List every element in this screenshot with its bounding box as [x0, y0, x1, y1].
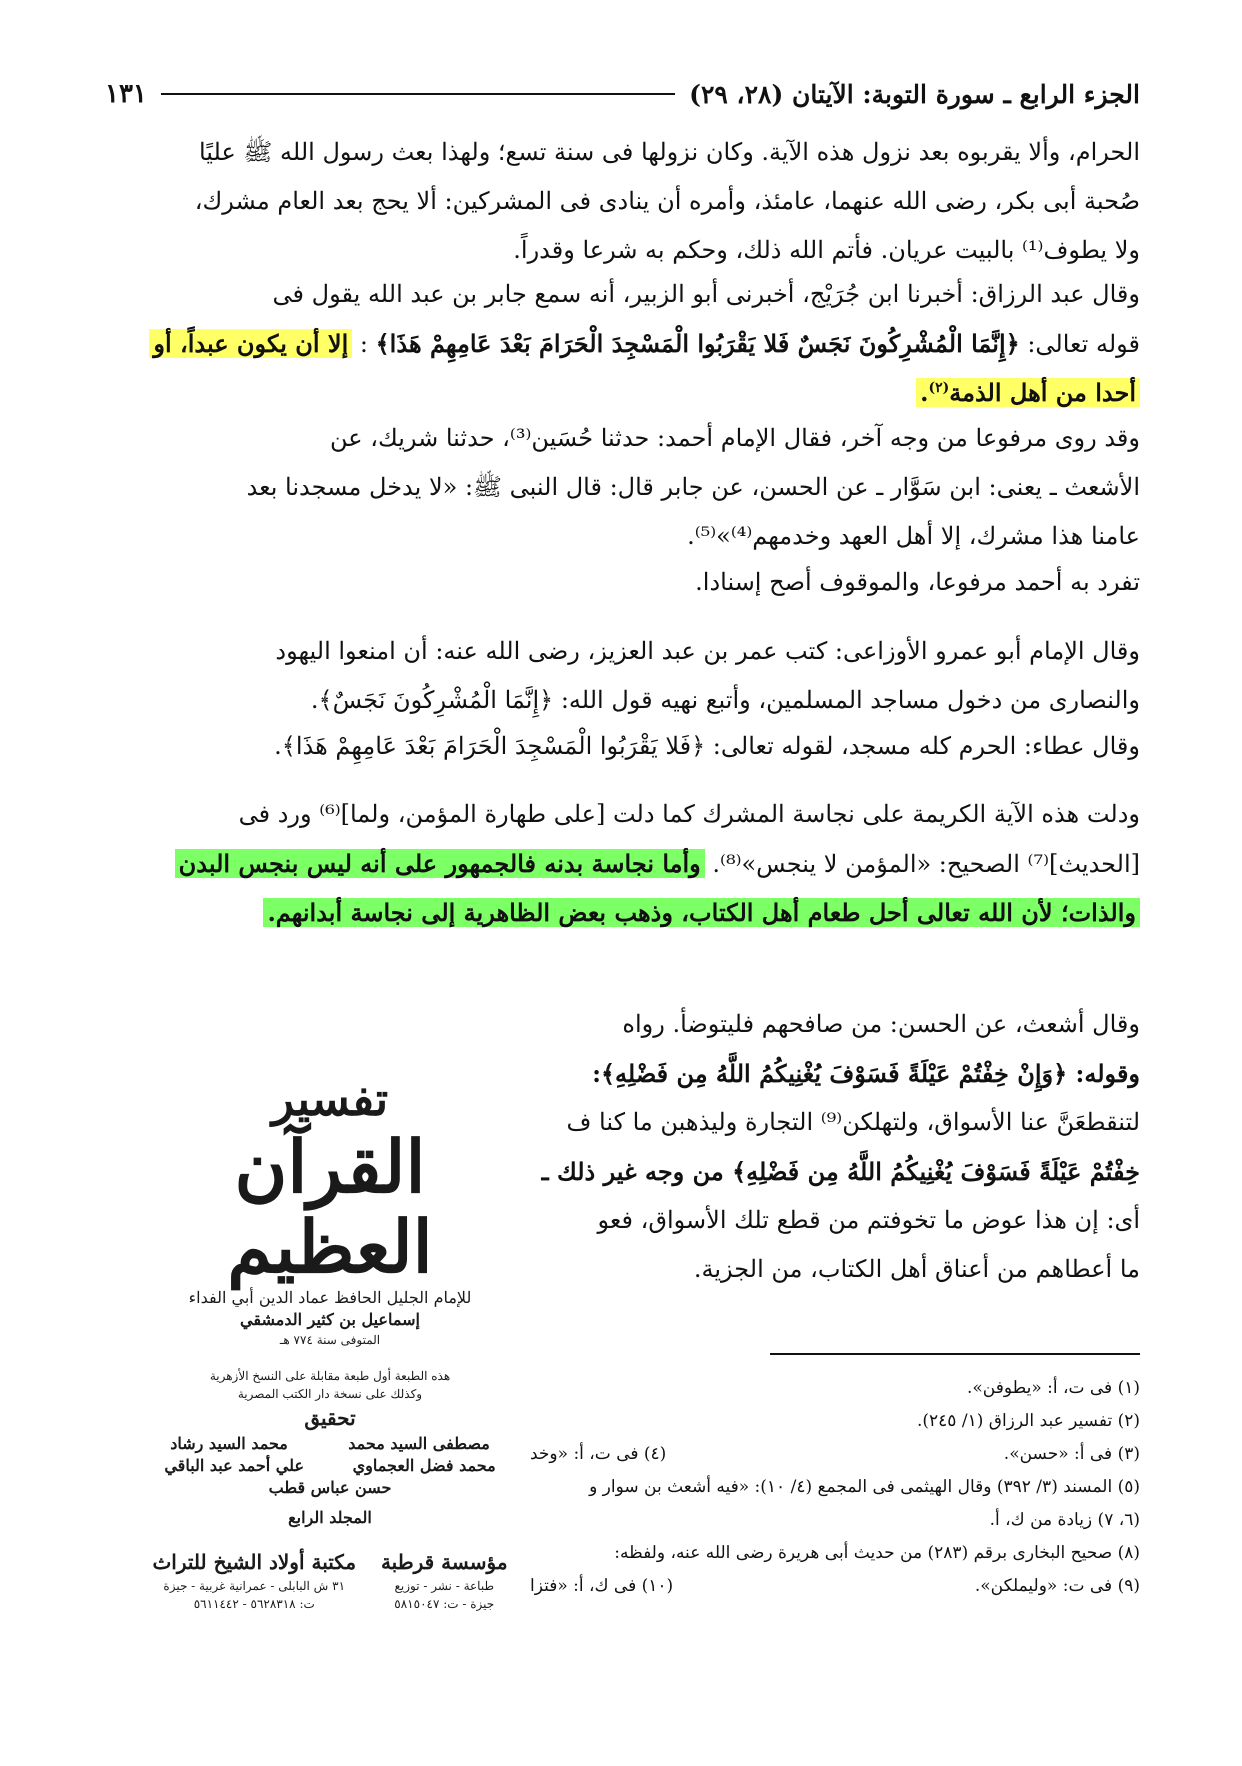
footnote: (١) فى ت، أ: «يطوفن».	[967, 1378, 1140, 1398]
publisher-right-addr: جيزة - ت: ٥٨١٥٠٤٧	[394, 1597, 495, 1611]
text-line: صُحبة أبى بكر، رضى الله عنهما، عامئذ، وأمره أن ينادى فى المشركين: ألا يحج بعد العام مشرك،	[194, 187, 1140, 215]
text-line: الحرام، وألا يقربوه بعد نزول هذه الآية. وكان نزولها فى سنة تسع؛ ولهذا بعث رسول الله ﷺ عليًا	[198, 138, 1140, 166]
paragraph-7	[110, 790, 1140, 937]
cover-title-top: تفسير	[271, 1072, 389, 1126]
text-fragment: [الحديث]⁽⁷⁾ الصحيح: «المؤمن لا ينجس»⁽⁸⁾.	[712, 850, 1140, 878]
paragraph-6	[110, 722, 1140, 771]
footnote: (١٠) فى ك، أ: «فتزا	[530, 1576, 674, 1596]
text-fragment: :	[359, 330, 368, 358]
footnote-ref: (٢)	[928, 380, 950, 396]
header-rule	[161, 93, 675, 95]
cover-editor: حسن عباس قطب	[268, 1478, 392, 1497]
footnote-row	[530, 1570, 1140, 1603]
footnote-rule	[770, 1353, 1140, 1355]
text-fragment: قوله تعالى:	[1027, 330, 1140, 358]
paragraph-3	[110, 414, 1140, 561]
cover-note: وكذلك على نسخة دار الكتب المصرية	[237, 1387, 423, 1401]
text-line: ولا يطوف⁽¹⁾ بالبيت عريان. فأتم الله ذلك، وحكم به شرعا وقدراً.	[513, 236, 1140, 264]
text-line: عامنا هذا مشرك، إلا أهل العهد وخدمهم⁽⁴⁾»⁽⁵⁾.	[687, 522, 1140, 550]
footnote: (٤) فى ت، أ: «وخد	[530, 1444, 667, 1464]
publisher-left	[152, 1547, 356, 1613]
highlight-green: وأما نجاسة بدنه فالجمهور على أنه ليس بنجس البدن	[175, 849, 705, 878]
publisher-right-sub: طباعة - نشر - توزيع	[394, 1579, 494, 1593]
header-title: الجزء الرابع ـ سورة التوبة: الآيتان (٢٨، ٢٩)	[689, 79, 1140, 109]
footnote: (٨) صحيح البخارى برقم (٢٨٣) من حديث أبى هريرة رضى الله عنه، ولفظه:	[614, 1543, 1140, 1563]
cover-author-line: للإمام الجليل الحافظ عماد الدين أبي الفداء	[188, 1288, 472, 1307]
publisher-left-addr: ٣١ ش البابلى - عمرانية غربية - جيزة	[163, 1579, 346, 1593]
cover-author-name: إسماعيل بن كثير الدمشقي	[240, 1310, 420, 1329]
cover-death-date: المتوفى سنة ٧٧٤ هـ	[279, 1333, 381, 1347]
cover-editor: مصطفى السيد محمد	[348, 1434, 490, 1453]
text-line: لتنقطعَنَّ عنا الأسواق، ولتهلكن⁽⁹⁾ التجارة وليذهبن ما كنا ف	[566, 1108, 1140, 1136]
highlight-green: والذات؛ لأن الله تعالى أحل طعام أهل الكتاب، وذهب بعض الظاهرية إلى نجاسة أبدانهم.	[263, 898, 1140, 927]
cover-publishers	[140, 1547, 520, 1613]
text-line: وقال أشعث، عن الحسن: من صافحهم فليتوضأ. رواه	[622, 1010, 1140, 1038]
footnote: (٢) تفسير عبد الرزاق (١/ ٢٤٥).	[916, 1411, 1140, 1431]
paragraph-2	[110, 270, 1140, 417]
cover-editors-row	[140, 1433, 520, 1455]
text-line: خِفْتُمْ عَيْلَةً فَسَوْفَ يُغْنِيكُمُ اللَّهُ مِن فَضْلِهِ﴾ من وجه غير ذلك ـ	[541, 1157, 1140, 1186]
page-number: ١٣١	[105, 79, 147, 109]
cover-editor: محمد فضل العجماوي	[352, 1456, 496, 1475]
text-line: تفرد به أحمد مرفوعا، والموقوف أصح إسنادا.	[695, 568, 1140, 596]
text-line: الأشعث ـ يعنى: ابن سَوَّار ـ عن الحسن، عن جابر قال: قال النبى ﷺ: «لا يدخل مسجدنا بعد	[246, 473, 1140, 501]
page-header	[105, 72, 1140, 116]
text-line: والنصارى من دخول مساجد المسلمين، وأتبع نهيه قول الله: ﴿إِنَّمَا الْمُشْرِكُونَ نَجَسٌ﴾.	[310, 686, 1140, 714]
cover-volume: المجلد الرابع	[288, 1508, 372, 1527]
publisher-right	[381, 1547, 508, 1613]
text-line: وقال عطاء: الحرم كله مسجد، لقوله تعالى: ﴿فَلا يَقْرَبُوا الْمَسْجِدَ الْحَرَامَ بَعْدَ عَامِهِمْ هَذَا﴾.	[274, 732, 1140, 760]
paragraph-5	[110, 627, 1140, 725]
cover-title-main: القرآن العظيم	[227, 1124, 433, 1289]
footnote: (٥) المسند (٣/ ٣٩٢) وقال الهيثمى فى المجمع (٤/ ١٠): «فيه أشعث بن سوار و	[589, 1477, 1140, 1497]
cover-note: هذه الطبعة أول طبعة مقابلة على النسخ الأزهرية	[209, 1369, 451, 1383]
footnotes	[530, 1372, 1140, 1603]
footnote: (٩) فى ت: «وليملكن».	[974, 1576, 1140, 1596]
publisher-left-tel: ت: ٥٦٢٨٣١٨ - ٥٦١١٤٤٢	[193, 1597, 315, 1611]
publisher-right-name: مؤسسة قرطبة	[380, 1550, 508, 1574]
text-line: ودلت هذه الآية الكريمة على نجاسة المشرك كما دلت [على طهارة المؤمن، ولما]⁽⁶⁾ ورد فى	[238, 800, 1140, 828]
cover-editor: محمد السيد رشاد	[170, 1434, 288, 1453]
text-line	[110, 888, 1140, 937]
text-line: وقوله: ﴿وَإِنْ خِفْتُمْ عَيْلَةً فَسَوْفَ يُغْنِيكُمُ اللَّهُ مِن فَضْلِهِ﴾:	[592, 1059, 1140, 1088]
cover-editors-row	[140, 1455, 520, 1477]
text-line	[110, 319, 1140, 368]
publisher-left-name: مكتبة أولاد الشيخ للتراث	[152, 1550, 357, 1574]
cover-tahqiq: تحقيق	[304, 1406, 356, 1430]
highlight-yellow: إلا أن يكون عبداً، أو	[149, 329, 352, 358]
highlight-end: .	[920, 378, 929, 407]
text-line	[110, 368, 1140, 417]
text-line	[110, 839, 1140, 888]
highlight-yellow	[916, 378, 1140, 407]
text-line: وقال الإمام أبو عمرو الأوزاعى: كتب عمر بن عبد العزيز، رضى الله عنه: أن امنعوا اليهود	[275, 637, 1140, 665]
text-line: وقال عبد الرزاق: أخبرنا ابن جُرَيْج، أخبرنى أبو الزبير، أنه سمع جابر بن عبد الله يقول فى	[272, 280, 1140, 308]
paragraph-4	[110, 558, 1140, 607]
footnote: (٦، ٧) زيادة من ك، أ.	[989, 1510, 1140, 1530]
text-line: ما أعطاهم من أعناق أهل الكتاب، من الجزية.	[693, 1255, 1140, 1283]
highlight-text: أحدا من أهل الذمة	[949, 378, 1136, 407]
book-cover	[140, 1065, 520, 1665]
paragraph-1	[110, 128, 1140, 275]
paragraph-8	[480, 1000, 1140, 1294]
cover-editor: علي أحمد عبد الباقي	[164, 1456, 304, 1475]
text-line: وقد روى مرفوعا من وجه آخر، فقال الإمام أحمد: حدثنا حُسَين⁽³⁾، حدثنا شريك، عن	[330, 424, 1140, 452]
footnote-row	[530, 1438, 1140, 1471]
text-line: أى: إن هذا عوض ما تخوفتم من قطع تلك الأسواق، فعو	[597, 1206, 1140, 1234]
footnote: (٣) فى أ: «حسن».	[1003, 1444, 1140, 1464]
quran-verse: ﴿إِنَّمَا الْمُشْرِكُونَ نَجَسٌ فَلا يَقْرَبُوا الْمَسْجِدَ الْحَرَامَ بَعْدَ عَامِهِمْ هَذَا﴾	[375, 329, 1020, 358]
